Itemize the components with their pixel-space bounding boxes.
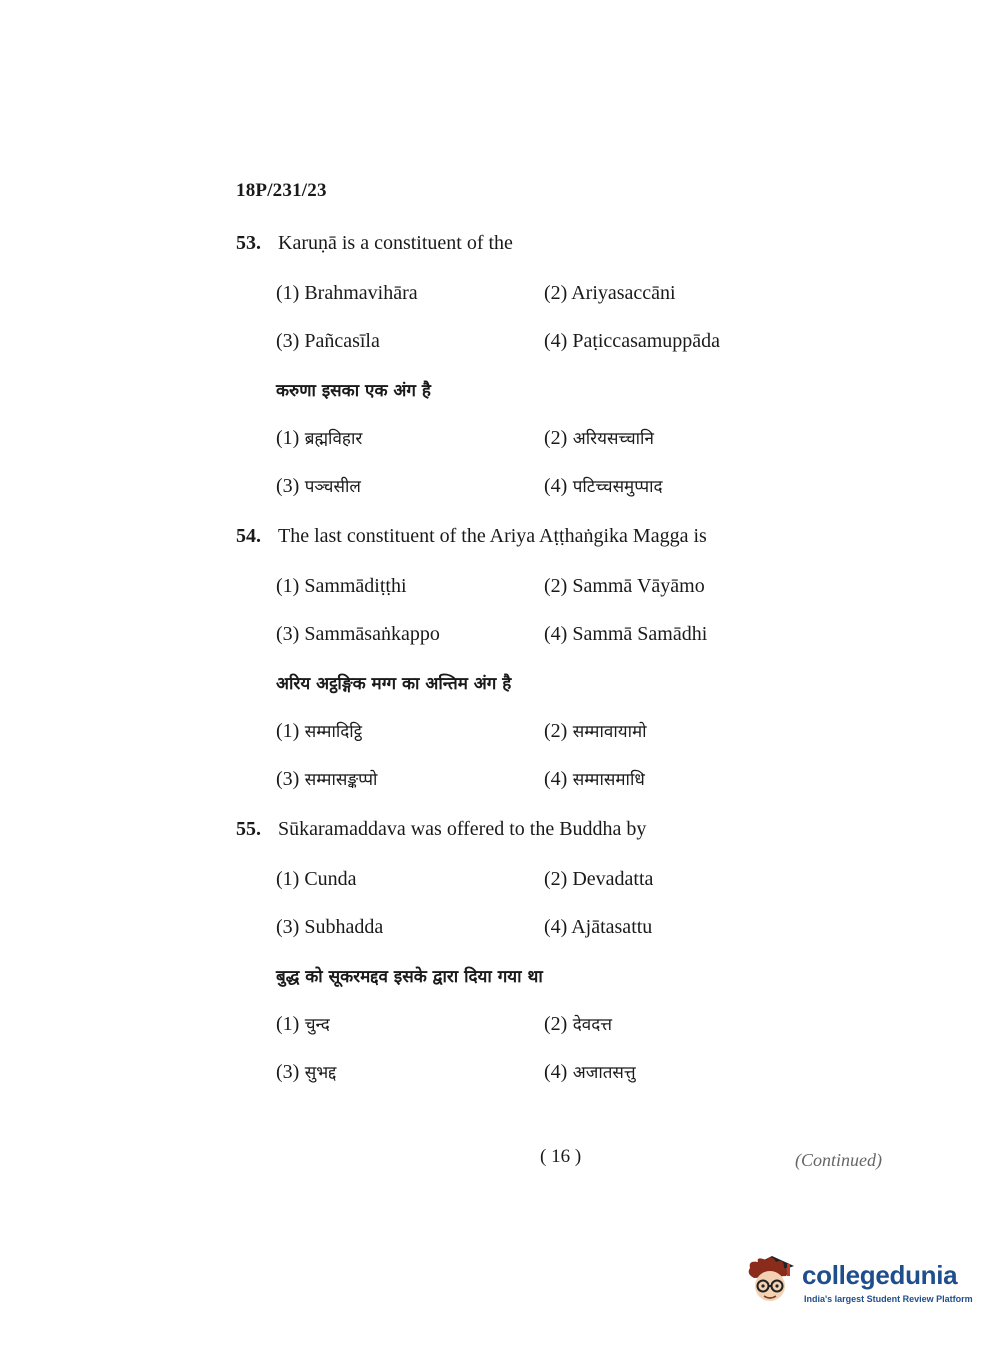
- option-2: (2) Sammā Vāyāmo: [544, 575, 705, 597]
- option-3: (3) Pañcasīla: [276, 330, 380, 352]
- option-4: (4) Sammā Samādhi: [544, 623, 708, 645]
- hindi-option-row: [236, 767, 756, 797]
- option-4: (4) Ajātasattu: [544, 916, 653, 938]
- option-2: (2) Ariyasaccāni: [544, 282, 676, 304]
- question-number: 54.: [236, 525, 261, 547]
- brand-name: collegedunia: [802, 1260, 958, 1290]
- brand-tagline: India's largest Student Review Platform: [804, 1294, 973, 1304]
- question-55: [236, 818, 756, 1090]
- option-1: (1) Cunda: [276, 868, 357, 890]
- option-row: [236, 868, 756, 898]
- hindi-option-2: देवदत्त: [572, 1015, 612, 1035]
- hindi-option-1: ब्रह्मविहार: [304, 429, 363, 449]
- option-number: (3): [276, 768, 300, 790]
- hindi-question-text: बुद्ध को सूकरमद्दव इसके द्वारा दिया गया था: [276, 967, 543, 987]
- hindi-option-2: सम्मावायामो: [572, 722, 647, 742]
- option-4: (4) Paṭiccasamuppāda: [544, 330, 721, 352]
- option-number: (2): [544, 427, 568, 449]
- question-number: 55.: [236, 818, 261, 840]
- option-number: (2): [544, 1013, 568, 1035]
- option-2: (2) Devadatta: [544, 868, 654, 890]
- hindi-question-text: करुणा इसका एक अंग है: [276, 381, 431, 401]
- option-number: (1): [276, 1013, 300, 1035]
- hindi-option-row: [236, 1060, 756, 1090]
- question-text: Karuṇā is a constituent of the: [278, 232, 513, 254]
- option-row: [236, 623, 756, 653]
- question-54: [236, 525, 756, 797]
- hindi-option-2: अरियसच्चानि: [572, 429, 654, 449]
- option-1: (1) Brahmavihāra: [276, 282, 418, 304]
- hindi-option-1: चुन्द: [304, 1015, 330, 1035]
- option-number: (2): [544, 720, 568, 742]
- hindi-option-row: [236, 474, 756, 504]
- hindi-question-text: अरिय अट्ठङ्गिक मग्ग का अन्तिम अंग है: [276, 674, 512, 694]
- option-3: (3) Sammāsaṅkappo: [276, 623, 440, 645]
- page-number: ( 16 ): [540, 1146, 582, 1167]
- option-number: (4): [544, 768, 568, 790]
- option-row: [236, 330, 756, 360]
- hindi-option-row: [236, 1012, 756, 1042]
- hindi-option-3: सुभद्द: [304, 1063, 337, 1083]
- option-row: [236, 916, 756, 946]
- option-1: (1) Sammādiṭṭhi: [276, 575, 407, 597]
- option-row: [236, 282, 756, 312]
- question-text: The last constituent of the Ariya Aṭṭhaṅgika Magga is: [278, 525, 707, 547]
- hindi-option-4: सम्मासमाधि: [572, 770, 645, 790]
- question-text: Sūkaramaddava was offered to the Buddha by: [278, 818, 647, 840]
- option-number: (3): [276, 1061, 300, 1083]
- hindi-option-3: पञ्चसील: [304, 477, 361, 497]
- hindi-option-4: पटिच्चसमुप्पाद: [572, 477, 663, 497]
- question-53: [236, 232, 756, 504]
- hindi-option-1: सम्मादिट्ठि: [304, 722, 363, 742]
- option-number: (4): [544, 1061, 568, 1083]
- mascot-logo-icon: [742, 1252, 798, 1308]
- option-3: (3) Subhadda: [276, 916, 384, 938]
- option-number: (4): [544, 475, 568, 497]
- paper-code: 18P/231/23: [236, 180, 327, 201]
- option-number: (1): [276, 427, 300, 449]
- option-row: [236, 575, 756, 605]
- hindi-option-row: [236, 719, 756, 749]
- option-number: (1): [276, 720, 300, 742]
- collegedunia-watermark: [742, 1252, 972, 1312]
- hindi-option-3: सम्मासङ्कप्पो: [304, 770, 378, 790]
- hindi-option-row: [236, 426, 756, 456]
- question-number: 53.: [236, 232, 261, 254]
- option-number: (3): [276, 475, 300, 497]
- continued-note: (Continued): [795, 1150, 882, 1170]
- hindi-option-4: अजातसत्तु: [572, 1063, 636, 1083]
